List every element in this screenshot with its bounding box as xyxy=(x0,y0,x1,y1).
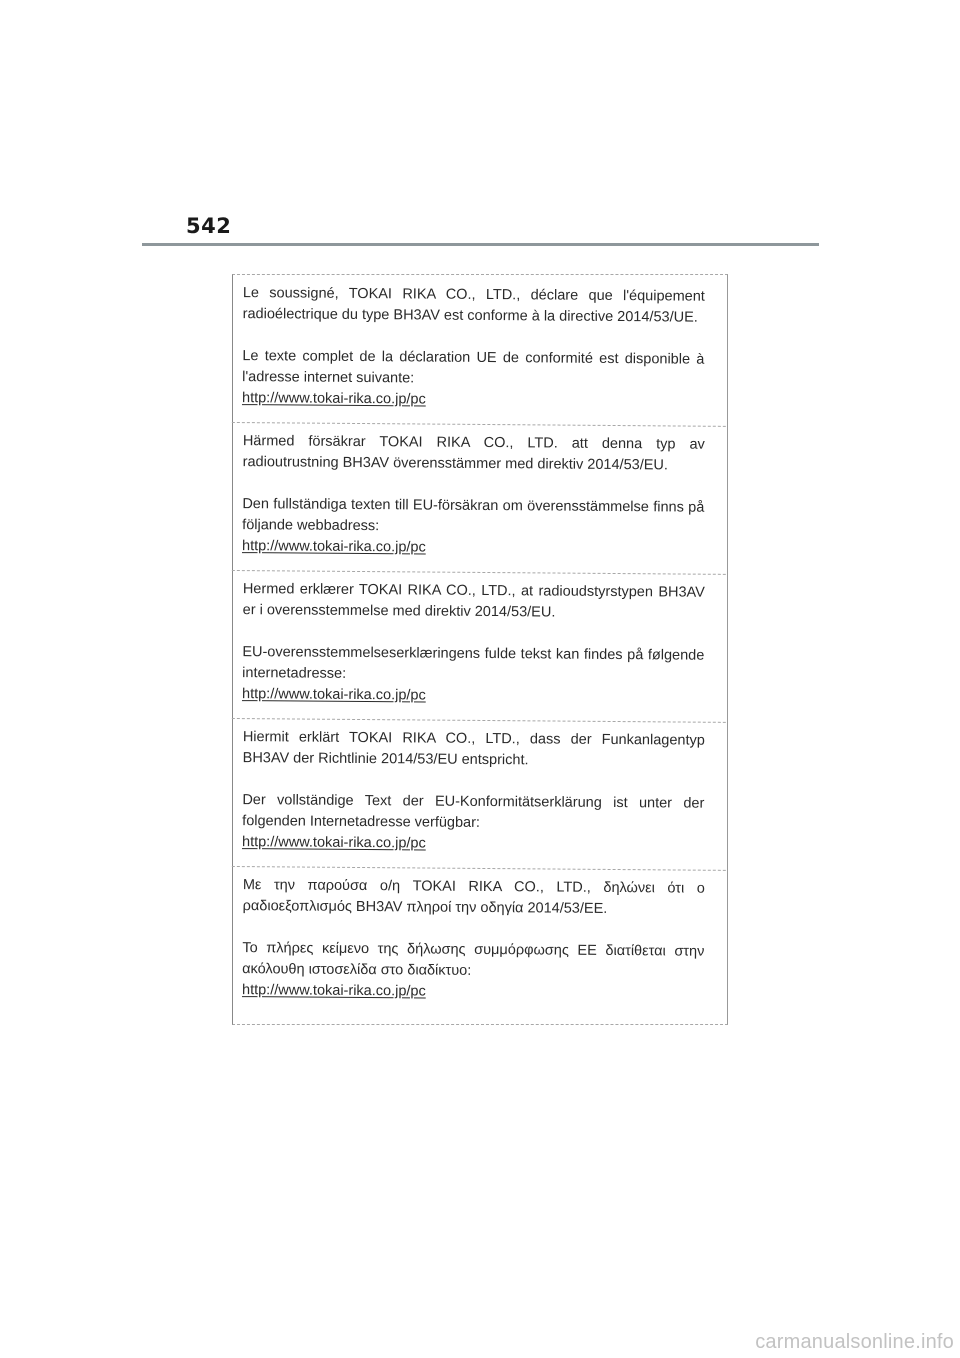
section-french xyxy=(232,275,727,427)
availability-text: Der vollständige Text der EU-Konformitätserklärung ist unter der folgenden Internetadresse verfügbar: xyxy=(242,792,705,831)
watermark: carmanualsonline.info xyxy=(755,1331,954,1353)
availability-text: Το πλήρες κείμενο της δήλωσης συμμόρφωσης ΕΕ διατίθεται στην ακόλουθη ιστοσελίδα στο διαδίκτυο: xyxy=(242,940,705,979)
section-german xyxy=(232,719,727,871)
availability-text: Le texte complet de la déclaration UE de conformité est disponible à l'adresse internet suivante: xyxy=(242,348,705,387)
declaration-text: Με την παρούσα ο/η TOKAI RIKA CO., LTD., δηλώνει ότι ο ραδιοεξοπλισμός BH3AV πληροί την οδηγία 2014/53/ΕΕ. xyxy=(242,877,705,917)
section-greek xyxy=(232,867,727,1019)
declaration-url-link[interactable]: http://www.tokai-rika.co.jp/pc xyxy=(241,834,426,852)
page-number: 542 xyxy=(186,214,232,238)
availability-text: Den fullständiga texten till EU-försäkran om överensstämmelse finns på följande webbadress: xyxy=(242,496,705,535)
declaration-url-link[interactable]: http://www.tokai-rika.co.jp/pc xyxy=(241,982,426,1000)
section-danish xyxy=(232,571,727,723)
declaration-text: Hiermit erklärt TOKAI RIKA CO., LTD., dass der Funkanlagentyp BH3AV der Richtlinie 2014/53/EU entspricht. xyxy=(242,729,705,769)
declaration-text: Härmed försäkrar TOKAI RIKA CO., LTD. att denna typ av radioutrustning BH3AV överensstämmer med direktiv 2014/53/EU. xyxy=(242,433,705,474)
section-swedish xyxy=(232,423,727,575)
declaration-text: Le soussigné, TOKAI RIKA CO., LTD., déclare que l'équipement radioélectrique du type BH3AV est conforme à la directive 2014/53/UE. xyxy=(242,285,705,326)
declaration-url-link[interactable]: http://www.tokai-rika.co.jp/pc xyxy=(241,686,426,704)
declaration-box xyxy=(232,274,728,1025)
header-rule xyxy=(142,243,819,246)
declaration-url-link[interactable]: http://www.tokai-rika.co.jp/pc xyxy=(241,390,426,408)
declaration-url-link[interactable]: http://www.tokai-rika.co.jp/pc xyxy=(241,538,426,556)
availability-text: EU-overensstemmelseserklæringens fulde tekst kan findes på følgende internetadresse: xyxy=(242,644,705,682)
declaration-text: Hermed erklærer TOKAI RIKA CO., LTD., at radioudstyrstypen BH3AV er i overensstemmelse med direktiv 2014/53/EU. xyxy=(242,581,705,621)
